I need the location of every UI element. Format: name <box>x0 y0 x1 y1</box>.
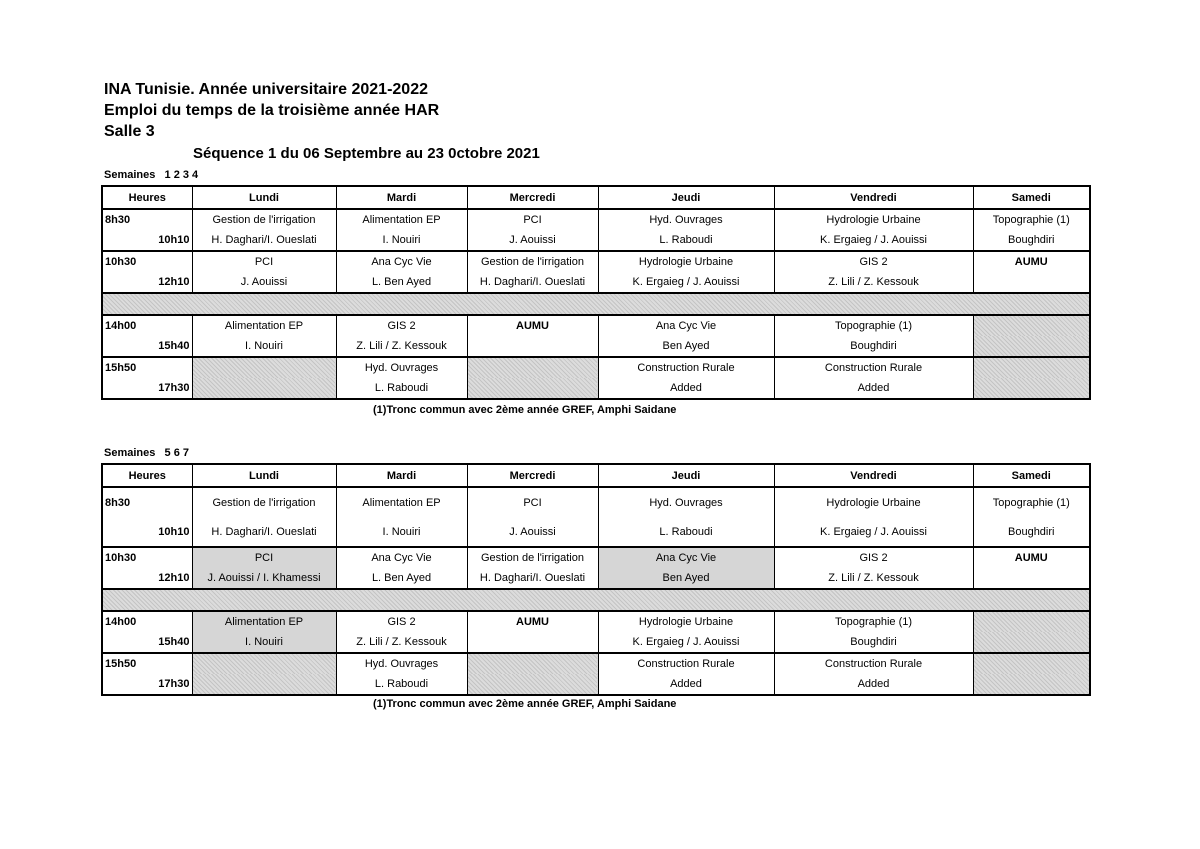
course-name <box>192 357 336 378</box>
slot-start-time: 14h00 <box>102 315 192 336</box>
column-header: Lundi <box>192 464 336 487</box>
course-name: Gestion de l'irrigation <box>467 251 598 272</box>
course-name: Topographie (1) <box>774 315 973 336</box>
course-name: GIS 2 <box>336 611 467 632</box>
course-name: Hyd. Ouvrages <box>598 487 774 517</box>
course-teacher <box>467 632 598 653</box>
course-teacher <box>973 674 1090 695</box>
course-teacher: K. Ergaieg / J. Aouissi <box>598 632 774 653</box>
slot-start-time: 15h50 <box>102 653 192 674</box>
course-teacher: Added <box>598 674 774 695</box>
course-name: Ana Cyc Vie <box>598 547 774 568</box>
course-name: Topographie (1) <box>973 209 1090 230</box>
doc-title-room: Salle 3 <box>104 123 155 140</box>
course-name: Hydrologie Urbaine <box>774 487 973 517</box>
slot-end-time: 12h10 <box>102 568 192 589</box>
course-teacher: H. Daghari/I. Oueslati <box>467 272 598 293</box>
course-name: Topographie (1) <box>973 487 1090 517</box>
column-header: Mardi <box>336 186 467 209</box>
course-name: AUMU <box>973 547 1090 568</box>
course-name: Ana Cyc Vie <box>336 251 467 272</box>
weeks-label-2: Semaines 5 6 7 <box>104 447 189 459</box>
course-teacher: Added <box>774 378 973 399</box>
slot-start-time: 8h30 <box>102 209 192 230</box>
course-teacher: I. Nouiri <box>192 632 336 653</box>
course-name: PCI <box>192 251 336 272</box>
course-teacher: K. Ergaieg / J. Aouissi <box>774 230 973 251</box>
slot-end-time: 17h30 <box>102 674 192 695</box>
lunch-break-row <box>102 293 1090 315</box>
course-name: Alimentation EP <box>192 611 336 632</box>
course-name: Construction Rurale <box>598 357 774 378</box>
course-name: Hydrologie Urbaine <box>598 611 774 632</box>
column-header: Lundi <box>192 186 336 209</box>
column-header: Samedi <box>973 464 1090 487</box>
lunch-break-row <box>102 589 1090 611</box>
course-name: Topographie (1) <box>774 611 973 632</box>
course-teacher: J. Aouissi <box>192 272 336 293</box>
course-name: GIS 2 <box>774 251 973 272</box>
course-teacher: L. Ben Ayed <box>336 272 467 293</box>
course-name: Hyd. Ouvrages <box>598 209 774 230</box>
weeks-label-1: Semaines 1 2 3 4 <box>104 169 199 181</box>
column-header: Heures <box>102 186 192 209</box>
course-teacher: J. Aouissi <box>467 517 598 547</box>
course-name: Construction Rurale <box>774 357 973 378</box>
course-name: Alimentation EP <box>192 315 336 336</box>
course-name: Gestion de l'irrigation <box>192 209 336 230</box>
course-name: Hyd. Ouvrages <box>336 357 467 378</box>
course-teacher: Boughdiri <box>774 632 973 653</box>
course-teacher <box>973 568 1090 589</box>
course-teacher: Boughdiri <box>973 230 1090 251</box>
course-name: Construction Rurale <box>774 653 973 674</box>
course-name: Alimentation EP <box>336 209 467 230</box>
course-name: Hydrologie Urbaine <box>598 251 774 272</box>
course-name: Hydrologie Urbaine <box>774 209 973 230</box>
course-name: Gestion de l'irrigation <box>467 547 598 568</box>
course-teacher: Added <box>598 378 774 399</box>
course-teacher: Boughdiri <box>973 517 1090 547</box>
slot-start-time: 8h30 <box>102 487 192 517</box>
course-teacher <box>192 378 336 399</box>
course-name <box>973 315 1090 336</box>
column-header: Mardi <box>336 464 467 487</box>
course-name: Alimentation EP <box>336 487 467 517</box>
timetable-weeks-5-7 <box>101 463 1091 696</box>
column-header: Vendredi <box>774 186 973 209</box>
course-teacher: Z. Lili / Z. Kessouk <box>336 632 467 653</box>
course-teacher <box>467 674 598 695</box>
course-teacher <box>467 378 598 399</box>
course-teacher: L. Raboudi <box>598 517 774 547</box>
course-teacher: I. Nouiri <box>336 230 467 251</box>
slot-start-time: 15h50 <box>102 357 192 378</box>
course-name <box>467 653 598 674</box>
course-teacher: J. Aouissi <box>467 230 598 251</box>
course-name: Gestion de l'irrigation <box>192 487 336 517</box>
sequence-title: Séquence 1 du 06 Septembre au 23 0ctobre 2021 <box>193 145 540 162</box>
column-header: Samedi <box>973 186 1090 209</box>
course-teacher: Z. Lili / Z. Kessouk <box>336 336 467 357</box>
course-name: Ana Cyc Vie <box>598 315 774 336</box>
slot-end-time: 12h10 <box>102 272 192 293</box>
slot-end-time: 10h10 <box>102 230 192 251</box>
course-teacher <box>973 632 1090 653</box>
course-name: GIS 2 <box>336 315 467 336</box>
course-teacher <box>192 674 336 695</box>
doc-title-institution: INA Tunisie. Année universitaire 2021-2022 <box>104 81 428 98</box>
course-teacher <box>467 336 598 357</box>
column-header: Vendredi <box>774 464 973 487</box>
course-name <box>467 357 598 378</box>
column-header: Jeudi <box>598 186 774 209</box>
course-teacher: Z. Lili / Z. Kessouk <box>774 568 973 589</box>
course-name: AUMU <box>467 315 598 336</box>
course-name <box>973 357 1090 378</box>
course-name: Ana Cyc Vie <box>336 547 467 568</box>
doc-title-schedule: Emploi du temps de la troisième année HAR <box>104 102 440 119</box>
course-name: GIS 2 <box>774 547 973 568</box>
footnote-2: (1)Tronc commun avec 2ème année GREF, Amphi Saidane <box>373 698 677 710</box>
course-teacher: L. Raboudi <box>336 378 467 399</box>
footnote-1: (1)Tronc commun avec 2ème année GREF, Amphi Saidane <box>373 404 677 416</box>
course-name <box>973 653 1090 674</box>
course-name <box>973 611 1090 632</box>
slot-start-time: 10h30 <box>102 547 192 568</box>
course-teacher: I. Nouiri <box>336 517 467 547</box>
course-teacher: L. Raboudi <box>598 230 774 251</box>
course-teacher: H. Daghari/I. Oueslati <box>192 230 336 251</box>
course-teacher <box>973 378 1090 399</box>
course-name: Construction Rurale <box>598 653 774 674</box>
course-name: PCI <box>467 487 598 517</box>
column-header: Mercredi <box>467 186 598 209</box>
slot-end-time: 17h30 <box>102 378 192 399</box>
column-header: Mercredi <box>467 464 598 487</box>
column-header: Heures <box>102 464 192 487</box>
slot-end-time: 15h40 <box>102 632 192 653</box>
slot-end-time: 10h10 <box>102 517 192 547</box>
slot-start-time: 10h30 <box>102 251 192 272</box>
course-teacher: H. Daghari/I. Oueslati <box>192 517 336 547</box>
timetable-weeks-1-4 <box>101 185 1091 400</box>
course-teacher: Ben Ayed <box>598 336 774 357</box>
slot-start-time: 14h00 <box>102 611 192 632</box>
course-teacher: Added <box>774 674 973 695</box>
course-teacher: H. Daghari/I. Oueslati <box>467 568 598 589</box>
course-teacher <box>973 272 1090 293</box>
course-name <box>192 653 336 674</box>
course-teacher: Ben Ayed <box>598 568 774 589</box>
course-name: AUMU <box>973 251 1090 272</box>
course-name: PCI <box>467 209 598 230</box>
course-teacher: Z. Lili / Z. Kessouk <box>774 272 973 293</box>
course-teacher: K. Ergaieg / J. Aouissi <box>598 272 774 293</box>
course-teacher: L. Raboudi <box>336 674 467 695</box>
course-name: Hyd. Ouvrages <box>336 653 467 674</box>
course-name: PCI <box>192 547 336 568</box>
course-teacher: Boughdiri <box>774 336 973 357</box>
course-teacher: L. Ben Ayed <box>336 568 467 589</box>
course-teacher: J. Aouissi / I. Khamessi <box>192 568 336 589</box>
course-name: AUMU <box>467 611 598 632</box>
course-teacher <box>973 336 1090 357</box>
course-teacher: K. Ergaieg / J. Aouissi <box>774 517 973 547</box>
column-header: Jeudi <box>598 464 774 487</box>
course-teacher: I. Nouiri <box>192 336 336 357</box>
slot-end-time: 15h40 <box>102 336 192 357</box>
